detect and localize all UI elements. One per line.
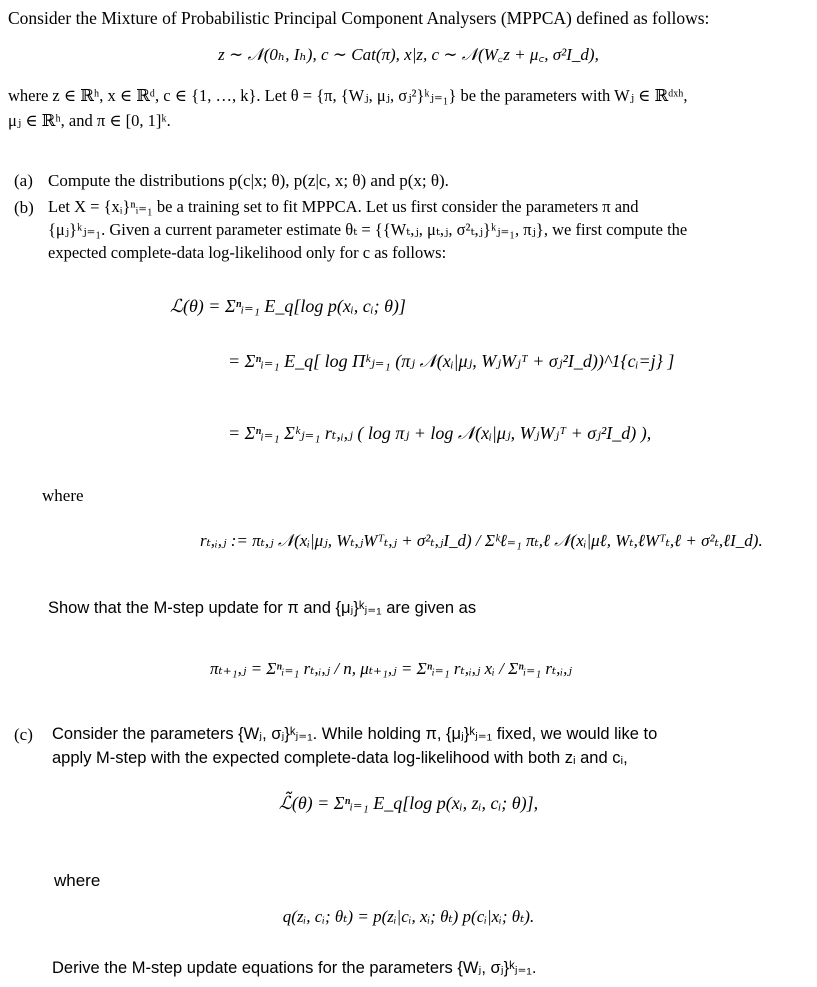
part-c-line-2: apply M-step with the expected complete-data log-likelihood with both zᵢ and cᵢ,	[52, 749, 628, 767]
part-c-line-1: Consider the parameters {Wⱼ, σⱼ}ᵏⱼ₌₁. While holding π, {μⱼ}ᵏⱼ₌₁ fixed, we would like to	[52, 725, 658, 743]
ll-equation-line-3: = Σⁿᵢ₌₁ Σᵏⱼ₌₁ rₜ,ᵢ,ⱼ ( log πⱼ + log 𝒩(xᵢ|μⱼ, WⱼWⱼᵀ + σⱼ²I_d) ),	[228, 423, 652, 443]
complete-ll-equation: ℒ̃(θ) = Σⁿᵢ₌₁ E_q[log p(xᵢ, zᵢ, cᵢ; θ)],	[278, 793, 539, 813]
part-b-line-1: Let X = {xᵢ}ⁿᵢ₌₁ be a training set to fit MPPCA. Let us first consider the parameters π and	[48, 197, 639, 216]
part-b-line-2: {μⱼ}ᵏⱼ₌₁. Given a current parameter estimate θₜ = {{Wₜ,ⱼ, μₜ,ⱼ, σ²ₜ,ⱼ}ᵏⱼ₌₁, πⱼ}, we first compute the	[48, 220, 688, 239]
ll-equation-line-2: = Σⁿᵢ₌₁ E_q[ log Πᵏⱼ₌₁ (πⱼ 𝒩(xᵢ|μⱼ, WⱼWⱼᵀ + σⱼ²I_d))^1{cᵢ=j} ]	[228, 351, 675, 371]
part-b-line-3: expected complete-data log-likelihood only for c as follows:	[48, 243, 447, 262]
part-c-label: (c)	[14, 725, 33, 744]
part-b-show: Show that the M-step update for π and {μⱼ}ᵏⱼ₌₁ are given as	[48, 599, 477, 617]
m-step-update-equations: πₜ₊₁,ⱼ = Σⁿᵢ₌₁ rₜ,ᵢ,ⱼ / n, μₜ₊₁,ⱼ = Σⁿᵢ₌₁ rₜ,ᵢ,ⱼ xᵢ / Σⁿᵢ₌₁ rₜ,ᵢ,ⱼ	[210, 659, 572, 678]
ll-equation-line-1: ℒ(θ) = Σⁿᵢ₌₁ E_q[log p(xᵢ, cᵢ; θ)]	[170, 296, 406, 316]
part-b-label: (b)	[14, 198, 34, 217]
responsibility-definition: rₜ,ᵢ,ⱼ := πₜ,ⱼ 𝒩(xᵢ|μⱼ, Wₜ,ⱼWᵀₜ,ⱼ + σ²ₜ,ⱼI_d) / Σᵏℓ₌₁ πₜ,ℓ 𝒩(xᵢ|μℓ, Wₜ,ℓWᵀₜ,ℓ + σ²ₜ,ℓI_d).	[200, 531, 763, 550]
part-b-where: where	[42, 486, 84, 505]
q-definition: q(zᵢ, cᵢ; θₜ) = p(zᵢ|cᵢ, xᵢ; θₜ) p(cᵢ|xᵢ; θₜ).	[282, 907, 535, 926]
part-c-final: Derive the M-step update equations for the parameters {Wⱼ, σⱼ}ᵏⱼ₌₁.	[52, 959, 537, 977]
part-a-label: (a)	[14, 171, 33, 190]
intro-line: Consider the Mixture of Probabilistic Principal Component Analysers (MPPCA) defined as follows:	[8, 8, 710, 28]
where-line-2: μⱼ ∈ ℝʰ, and π ∈ [0, 1]ᵏ.	[8, 111, 171, 130]
model-equation: z ∼ 𝒩(0ₕ, Iₕ), c ∼ Cat(π), x|z, c ∼ 𝒩(W꜀z + μ꜀, σ²I_d),	[218, 45, 599, 64]
where-line-1: where z ∈ ℝʰ, x ∈ ℝᵈ, c ∈ {1, …, k}. Let θ = {π, {Wⱼ, μⱼ, σⱼ²}ᵏⱼ₌₁} be the parameters with Wⱼ ∈ ℝᵈˣʰ,	[8, 86, 688, 105]
part-a-text: Compute the distributions p(c|x; θ), p(z|c, x; θ) and p(x; θ).	[48, 171, 449, 190]
part-c-where: where	[54, 871, 101, 890]
